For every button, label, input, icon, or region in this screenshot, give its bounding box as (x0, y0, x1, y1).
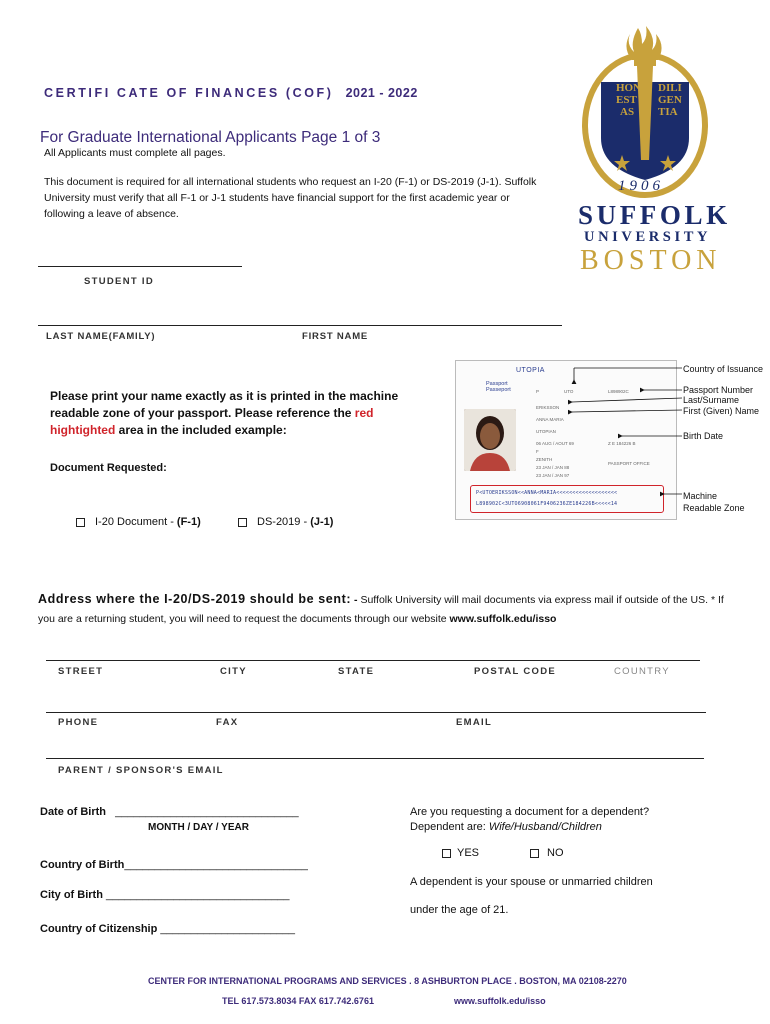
dependent-definition (410, 821, 602, 833)
passport-expiry-date: 23 JAN / JAN 97 (536, 473, 570, 478)
city-label: CITY (220, 666, 247, 677)
address-dash: - (351, 594, 361, 606)
passport-nationality: UTOPIAN (536, 429, 556, 434)
seal-motto-right-2: GEN (658, 94, 682, 106)
passport-birth-place: ZENITH (536, 457, 553, 462)
fax-label: FAX (216, 717, 239, 728)
ds2019-checkbox[interactable] (238, 518, 247, 527)
dob-input-line[interactable]: ______________________________ (115, 806, 299, 818)
state-label: STATE (338, 666, 375, 677)
seal-motto-right-3: TIA (658, 106, 678, 118)
instructions-part1: Please print your name exactly as it is printed in the machine readable zone of your passport. Please reference the (50, 389, 399, 420)
no-checkbox[interactable] (530, 849, 539, 858)
passport-surname: ERIKSSON (536, 405, 560, 410)
date-of-birth-field[interactable] (40, 806, 299, 818)
postal-code-label: POSTAL CODE (474, 666, 557, 677)
dob-format-label: MONTH / DAY / YEAR (148, 822, 249, 833)
yes-label: YES (457, 847, 480, 859)
option-i20[interactable] (76, 516, 201, 528)
university-seal (570, 20, 720, 205)
country-of-birth-field[interactable] (40, 859, 308, 871)
student-id-line[interactable] (38, 266, 242, 267)
passport-issue-date: 23 JAN / JAN 88 (536, 465, 570, 470)
seal-year: 1906 (618, 178, 664, 194)
dependent-no-option[interactable] (530, 847, 564, 859)
city-of-birth-label: City of Birth (40, 889, 103, 901)
passport-word2: Passeport (486, 387, 511, 393)
country-label: COUNTRY (614, 666, 670, 677)
dependent-question: Are you requesting a document for a dependent? (410, 806, 650, 818)
passport-doc-type: P (536, 389, 540, 394)
dependent-list: Wife/Husband/Children (488, 821, 602, 833)
address-note: Suffolk University will mail documents via express mail if outside of the US. * If you are a returning student, you will need to request the documents through our website (38, 594, 724, 625)
passport-number: L898902C (608, 389, 629, 394)
seal-motto-left-2: EST (616, 94, 637, 106)
logo-boston: BOSTON (580, 245, 722, 276)
logo-suffolk: SUFFOLK (578, 200, 731, 230)
yes-checkbox[interactable] (442, 849, 451, 858)
seal-motto-left (616, 82, 641, 118)
passport-word1: Passport (486, 381, 508, 387)
phone-label: PHONE (58, 717, 99, 728)
option-ds2019[interactable] (238, 516, 333, 528)
parent-email-line[interactable] (46, 758, 704, 759)
seal-motto-right (658, 82, 682, 118)
passport-photo (464, 409, 516, 471)
callout-first-name: First (Given) Name (683, 406, 760, 416)
intro-paragraph: This document is required for all international students who request an I-20 (F-1) or DS-2019 (J-1). Suffolk University must verify that all F-1 or J-1 students have financial support for the first academic year or following a leave of absence. (44, 176, 537, 220)
ds2019-label: DS-2019 - (257, 516, 311, 528)
address-line[interactable] (46, 660, 700, 661)
address-instructions (38, 590, 728, 629)
seal-motto-right-1: DILI (658, 82, 682, 94)
country-of-birth-label: Country of Birth (40, 859, 125, 871)
passport-code: UTO (564, 389, 574, 394)
all-applicants-note: All Applicants must complete all pages. (44, 147, 226, 159)
footer-address: CENTER FOR INTERNATIONAL PROGRAMS AND SERVICES . 8 ASHBURTON PLACE . BOSTON, MA 02108-2270 (148, 976, 627, 986)
street-label: STREET (58, 666, 104, 677)
city-of-birth-input-line[interactable]: ______________________________ (106, 889, 290, 901)
passport-instructions (50, 388, 430, 439)
citizenship-field[interactable] (40, 923, 295, 935)
title-year: 2021 - 2022 (345, 86, 418, 100)
logo-university: UNIVERSITY (584, 229, 712, 245)
address-heading: Address where the I-20/DS-2019 should be sent: (38, 592, 352, 606)
i20-checkbox[interactable] (76, 518, 85, 527)
isso-website-link[interactable]: www.suffolk.edu/isso (449, 613, 557, 625)
seal-motto-left-1: HON (616, 82, 642, 94)
instructions-part2: area in the included example: (118, 423, 287, 437)
i20-visa-type: (F-1) (176, 516, 201, 528)
callout-country: Country of Issuance (683, 364, 764, 374)
ds2019-visa-type: (J-1) (310, 516, 334, 528)
dependent-note-1: A dependent is your spouse or unmarried children (410, 876, 653, 888)
dependent-yes-option[interactable] (442, 847, 479, 859)
seal-motto-left-3: AS (620, 106, 635, 118)
document-requested-label: Document Requested: (50, 462, 167, 474)
email-label: EMAIL (456, 717, 493, 728)
document-subtitle: For Graduate International Applicants Page 1 of 3 (40, 129, 381, 146)
document-title (44, 86, 418, 100)
country-of-birth-input-line[interactable]: ______________________________ (124, 859, 308, 871)
parent-sponsor-email-label: PARENT / SPONSOR'S EMAIL (58, 765, 224, 776)
callout-passport-number: Passport Number (683, 385, 754, 395)
instructions-red-text: red hightighted (50, 406, 374, 437)
citizenship-label: Country of Citizenship (40, 923, 158, 935)
passport-authority: PASSPORT OFFICE (608, 461, 650, 466)
student-id-label: STUDENT ID (84, 276, 154, 287)
mrz-line-2: L898902C<3UTO6908061F9406236ZE184226B<<<<<14 (476, 501, 618, 507)
footer-website-link[interactable]: www.suffolk.edu/isso (454, 996, 546, 1006)
citizenship-input-line[interactable]: ______________________ (160, 923, 295, 935)
callout-last-name: Last/Surname (683, 395, 740, 405)
phone-line[interactable] (46, 712, 706, 713)
no-label: NO (547, 847, 564, 859)
callout-birth-date: Birth Date (683, 431, 724, 441)
dob-label: Date of Birth (40, 806, 106, 818)
name-line[interactable] (38, 325, 562, 326)
passport-sex: F (536, 449, 539, 454)
passport-photo-icon (464, 409, 516, 471)
title-text: CERTIFI CATE OF FINANCES (COF) (44, 86, 334, 100)
callout-mrz: Machine Readable Zone (683, 491, 745, 513)
dependent-note-2: under the age of 21. (410, 904, 509, 916)
i20-label: I-20 Document - (95, 516, 177, 528)
last-name-label: LAST NAME(FAMILY) (46, 331, 156, 342)
passport-birth-date: 06 AUG / AOUT 69 (536, 441, 574, 446)
city-of-birth-field[interactable] (40, 889, 290, 901)
footer-phone-fax: TEL 617.573.8034 FAX 617.742.6761 (222, 996, 374, 1006)
passport-given: ANNA MARIA (536, 417, 564, 422)
dependent-prefix: Dependent are: (410, 821, 486, 833)
passport-personal-no: Z E 184226 B (608, 441, 636, 446)
passport-callout-arrows (560, 360, 684, 510)
mrz-line-1: P<UTOERIKSSON<<ANNA<MARIA<<<<<<<<<<<<<<<<<<< (476, 490, 618, 496)
passport-country: UTOPIA (516, 367, 545, 374)
first-name-label: FIRST NAME (302, 331, 369, 342)
